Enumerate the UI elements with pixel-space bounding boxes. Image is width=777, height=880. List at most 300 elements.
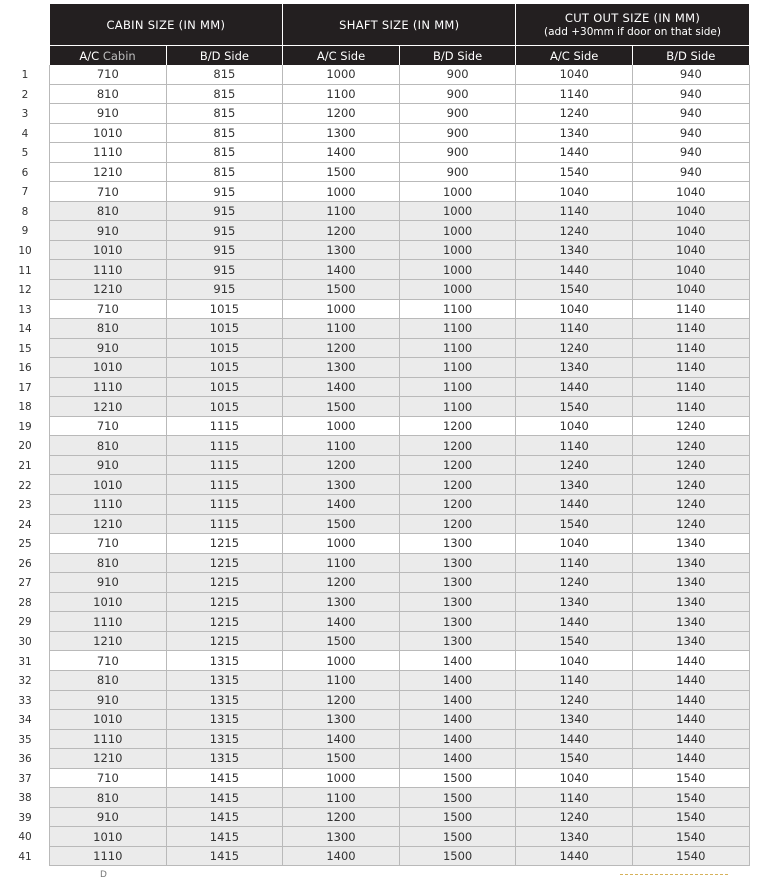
table-cell: 940 [633,123,750,143]
table-cell: 810 [50,436,167,456]
table-cell: 1200 [399,475,516,495]
table-cell: 1215 [166,592,283,612]
table-cell: 1040 [633,240,750,260]
table-cell: 1540 [516,749,633,769]
table-cell: 1300 [399,631,516,651]
table-cell: 1010 [50,123,167,143]
table-cell: 915 [166,280,283,300]
table-row [50,182,750,202]
table-cell: 1300 [399,553,516,573]
table-row [50,143,750,163]
table-row [50,670,750,690]
table-cell: 1400 [283,495,400,515]
table-cell: 1000 [399,260,516,280]
table-cell: 1000 [399,182,516,202]
row-number: 34 [18,714,32,727]
row-number: 21 [18,460,32,472]
table-cell: 1200 [283,807,400,827]
row-number: 22 [18,479,32,492]
table-cell: 1440 [516,846,633,866]
row-number: 5 [21,147,29,160]
table-cell: 1340 [633,612,750,632]
table-cell: 1215 [166,612,283,632]
table-cell: 1340 [516,123,633,143]
table-cell: 1200 [399,455,516,475]
table-cell: 1210 [50,162,167,182]
table-cell: 1440 [633,670,750,690]
table-cell: 1440 [516,612,633,632]
row-number: 30 [18,635,32,648]
table-cell: 1015 [166,358,283,378]
shaft-ac-header: A/C Side [283,46,400,66]
table-cell: 1440 [633,651,750,671]
table-cell: 1210 [50,397,167,417]
table-row [50,221,750,241]
table-cell: 1440 [633,749,750,769]
row-number: 20 [18,440,32,453]
cutout-bd-header: B/D Side [633,46,750,66]
table-cell: 1140 [633,358,750,378]
table-cell: 1340 [516,240,633,260]
table-cell: 1240 [633,416,750,436]
table-cell: 1340 [516,710,633,730]
row-number: 14 [18,323,32,336]
table-cell: 1540 [516,280,633,300]
table-row [50,299,750,319]
row-number: 27 [18,577,32,590]
table-cell: 1000 [283,182,400,202]
table-row [50,397,750,417]
table-cell: 1015 [166,299,283,319]
row-number: 31 [18,655,32,668]
table-row [50,65,750,84]
table-cell: 1000 [283,651,400,671]
table-row [50,201,750,221]
table-cell: 940 [633,162,750,182]
table-cell: 1210 [50,631,167,651]
table-cell: 1300 [399,612,516,632]
table-row [50,553,750,573]
table-cell: 1400 [283,143,400,163]
table-row [50,592,750,612]
row-number: 17 [18,381,32,394]
table-row [50,240,750,260]
table-cell: 900 [399,84,516,104]
table-cell: 1540 [516,514,633,534]
table-cell: 1300 [399,573,516,593]
table-cell: 710 [50,65,167,84]
table-cell: 1200 [283,690,400,710]
table-cell: 1240 [516,690,633,710]
table-row [50,788,750,808]
table-cell: 1210 [50,749,167,769]
table-cell: 1115 [166,436,283,456]
table-cell: 1400 [399,729,516,749]
table-row [50,827,750,847]
table-cell: 1100 [283,201,400,221]
table-cell: 1040 [516,534,633,554]
table-cell: 1500 [399,788,516,808]
table-cell: 1415 [166,827,283,847]
table-cell: 810 [50,788,167,808]
table-cell: 1040 [516,651,633,671]
table-cell: 1315 [166,670,283,690]
table-row [50,123,750,143]
table-row [50,807,750,827]
row-number: 16 [18,362,32,375]
table-cell: 1240 [516,338,633,358]
table-cell: 1100 [283,319,400,339]
table-cell: 910 [50,573,167,593]
table-cell: 1100 [399,319,516,339]
table-cell: 810 [50,201,167,221]
table-cell: 1140 [516,670,633,690]
table-cell: 815 [166,104,283,124]
table-cell: 1340 [633,631,750,651]
table-cell: 915 [166,182,283,202]
table-cell: 1440 [516,377,633,397]
row-number: 29 [18,616,32,629]
row-number: 12 [18,284,32,297]
table-cell: 1140 [633,397,750,417]
table-cell: 1300 [283,592,400,612]
table-cell: 1415 [166,768,283,788]
table-cell: 1010 [50,710,167,730]
table-row [50,729,750,749]
table-cell: 1000 [399,201,516,221]
table-cell: 1000 [399,240,516,260]
table-cell: 900 [399,104,516,124]
table-cell: 915 [166,201,283,221]
table-cell: 1110 [50,612,167,632]
table-row [50,846,750,866]
table-cell: 1140 [516,788,633,808]
row-number: 2 [21,88,29,101]
table-row [50,710,750,730]
table-cell: 1240 [516,807,633,827]
table-cell: 1540 [633,768,750,788]
table-cell: 810 [50,319,167,339]
footer-dashed-line [620,874,728,875]
table-cell: 910 [50,338,167,358]
table-cell: 1140 [516,319,633,339]
table-cell: 1540 [633,807,750,827]
table-row [50,690,750,710]
row-number: 36 [18,753,32,766]
table-cell: 1140 [516,84,633,104]
sub-header-row [50,46,750,66]
table-row [50,651,750,671]
row-number: 4 [21,127,29,140]
table-cell: 1215 [166,631,283,651]
table-cell: 1015 [166,397,283,417]
table-cell: 1500 [283,749,400,769]
table-cell: 1110 [50,846,167,866]
table-cell: 1000 [399,221,516,241]
row-number: 1 [21,69,29,81]
table-cell: 1100 [283,553,400,573]
table-cell: 1400 [283,846,400,866]
table-cell: 815 [166,123,283,143]
table-row [50,104,750,124]
shaft-bd-header: B/D Side [399,46,516,66]
table-cell: 900 [399,65,516,84]
table-cell: 1400 [399,670,516,690]
table-cell: 900 [399,123,516,143]
table-cell: 710 [50,534,167,554]
table-cell: 1200 [399,495,516,515]
table-cell: 1140 [516,436,633,456]
size-table-body [50,65,750,866]
table-cell: 1500 [399,807,516,827]
table-cell: 1440 [633,729,750,749]
table-row [50,436,750,456]
table-cell: 1540 [633,788,750,808]
cutout-ac-header: A/C Side [516,46,633,66]
table-cell: 1210 [50,514,167,534]
row-number: 7 [21,186,29,199]
table-cell: 1300 [283,358,400,378]
table-cell: 1115 [166,514,283,534]
table-cell: 1400 [399,690,516,710]
table-row [50,280,750,300]
table-cell: 1110 [50,377,167,397]
row-number: 15 [18,342,32,355]
table-row [50,260,750,280]
table-cell: 1300 [283,827,400,847]
table-cell: 1100 [283,670,400,690]
table-cell: 1040 [516,768,633,788]
table-row [50,631,750,651]
table-cell: 1240 [516,221,633,241]
row-number: 25 [18,538,32,551]
table-row [50,573,750,593]
row-number: 24 [18,518,32,531]
table-cell: 910 [50,807,167,827]
table-cell: 810 [50,670,167,690]
table-row [50,416,750,436]
table-cell: 815 [166,162,283,182]
table-cell: 940 [633,104,750,124]
table-cell: 1210 [50,280,167,300]
table-cell: 1200 [283,338,400,358]
table-cell: 1315 [166,710,283,730]
row-number: 18 [18,401,32,414]
table-cell: 1040 [516,182,633,202]
table-cell: 915 [166,221,283,241]
table-cell: 1340 [633,553,750,573]
table-cell: 1010 [50,592,167,612]
table-cell: 1340 [633,592,750,612]
table-row [50,768,750,788]
table-cell: 1040 [516,416,633,436]
table-cell: 1440 [633,690,750,710]
table-cell: 1540 [633,827,750,847]
table-cell: 940 [633,143,750,163]
table-row [50,377,750,397]
table-cell: 1100 [399,338,516,358]
table-cell: 915 [166,260,283,280]
table-cell: 1000 [283,65,400,84]
table-cell: 1500 [399,846,516,866]
table-cell: 1015 [166,319,283,339]
table-cell: 1540 [516,397,633,417]
table-cell: 1400 [283,260,400,280]
table-cell: 1140 [633,377,750,397]
table-cell: 1100 [283,788,400,808]
table-cell: 1040 [516,299,633,319]
table-cell: 1010 [50,240,167,260]
table-cell: 815 [166,65,283,84]
table-cell: 915 [166,240,283,260]
cabin-ac-header: A/C Cabin [50,46,167,66]
table-cell: 1315 [166,749,283,769]
table-cell: 1300 [283,475,400,495]
table-cell: 1040 [633,260,750,280]
table-cell: 1200 [283,573,400,593]
table-cell: 1000 [283,299,400,319]
table-cell: 710 [50,182,167,202]
row-number: 13 [18,303,32,316]
table-cell: 1500 [283,280,400,300]
table-cell: 1240 [633,475,750,495]
table-row [50,534,750,554]
row-number: 35 [18,733,32,746]
table-cell: 1040 [633,221,750,241]
row-number: 19 [18,420,32,433]
table-cell: 1140 [516,201,633,221]
table-cell: 815 [166,84,283,104]
table-cell: 710 [50,416,167,436]
table-row [50,749,750,769]
table-cell: 1100 [399,397,516,417]
table-cell: 1440 [516,260,633,280]
table-cell: 1215 [166,534,283,554]
row-number: 38 [18,792,32,805]
table-cell: 1140 [516,553,633,573]
table-cell: 1500 [283,397,400,417]
table-cell: 1240 [516,455,633,475]
row-number: 23 [18,499,32,512]
table-cell: 940 [633,84,750,104]
table-cell: 1300 [283,240,400,260]
table-cell: 1110 [50,143,167,163]
table-cell: 1100 [399,358,516,378]
cut-out-size-header: CUT OUT SIZE (IN MM) (add +30mm if door on that side) [516,4,749,46]
table-row [50,455,750,475]
cabin-bd-header: B/D Side [166,46,283,66]
table-cell: 1500 [283,514,400,534]
table-cell: 1000 [283,768,400,788]
table-cell: 1500 [283,631,400,651]
table-cell: 1140 [633,338,750,358]
table-cell: 1415 [166,788,283,808]
table-cell: 1215 [166,573,283,593]
table-cell: 1110 [50,260,167,280]
table-row [50,84,750,104]
row-number: 26 [18,557,32,570]
table-cell: 1540 [516,631,633,651]
row-number: 33 [18,694,32,707]
table-cell: 1200 [399,416,516,436]
table-cell: 1040 [516,65,633,84]
table-cell: 1315 [166,690,283,710]
table-cell: 1440 [516,143,633,163]
table-row [50,319,750,339]
table-cell: 1110 [50,729,167,749]
table-cell: 1100 [283,84,400,104]
table-cell: 1440 [516,729,633,749]
table-cell: 1115 [166,495,283,515]
shaft-size-header: SHAFT SIZE (IN MM) [283,4,516,46]
table-cell: 1100 [283,436,400,456]
table-cell: 1000 [283,416,400,436]
table-cell: 900 [399,143,516,163]
table-cell: 1010 [50,827,167,847]
table-cell: 1140 [633,299,750,319]
row-number: 39 [18,811,32,824]
table-cell: 1000 [399,280,516,300]
table-cell: 1400 [399,749,516,769]
table-cell: 910 [50,455,167,475]
table-cell: 1015 [166,377,283,397]
group-header-row [50,4,750,46]
table-cell: 1340 [516,592,633,612]
table-cell: 900 [399,162,516,182]
table-cell: 710 [50,651,167,671]
table-cell: 1240 [516,104,633,124]
table-cell: 1315 [166,729,283,749]
table-cell: 1300 [283,710,400,730]
table-cell: 1340 [516,827,633,847]
table-cell: 1440 [633,710,750,730]
size-table [49,4,750,866]
table-cell: 1400 [283,612,400,632]
table-cell: 815 [166,143,283,163]
table-cell: 1000 [283,534,400,554]
row-number: 3 [21,108,29,121]
table-cell: 1200 [283,104,400,124]
table-cell: 1040 [633,280,750,300]
table-cell: 1415 [166,807,283,827]
row-number: 8 [21,205,29,218]
table-cell: 910 [50,221,167,241]
table-cell: 1200 [283,455,400,475]
table-cell: 1340 [516,358,633,378]
row-number: 41 [18,851,32,863]
row-number: 9 [21,225,29,238]
row-number: 28 [18,596,32,609]
table-cell: 1015 [166,338,283,358]
table-cell: 710 [50,299,167,319]
table-cell: 1500 [399,827,516,847]
table-cell: 1040 [633,201,750,221]
row-number: 11 [18,264,32,277]
table-cell: 1010 [50,475,167,495]
table-cell: 1540 [516,162,633,182]
row-number: 40 [18,831,32,844]
row-number: 10 [18,244,32,257]
row-number: 37 [18,772,32,785]
table-cell: 1200 [283,221,400,241]
table-cell: 1100 [399,377,516,397]
table-cell: 1440 [516,495,633,515]
table-row [50,475,750,495]
table-cell: 1240 [633,514,750,534]
cabin-size-header: CABIN SIZE (IN MM) [50,4,283,46]
table-row [50,162,750,182]
table-cell: 1115 [166,475,283,495]
